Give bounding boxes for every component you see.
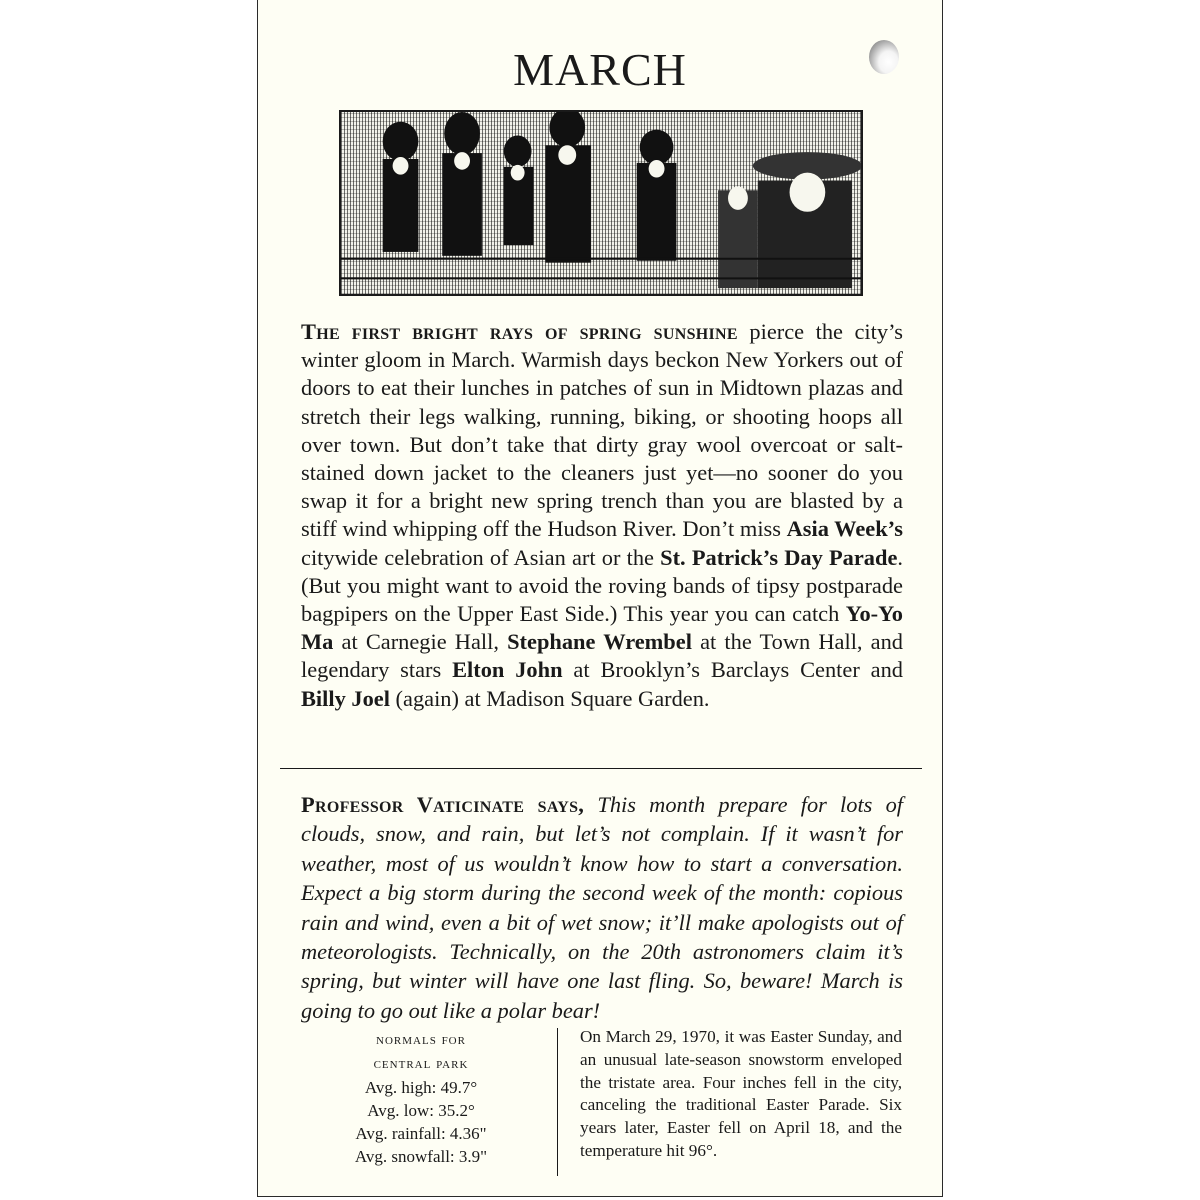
forecast-lead-in: Professor Vaticinate says, <box>301 792 585 817</box>
intro-text: . (But you might want to avoid the roving bands of tipsy postparade bagpipers on the Upper East Side.) This year you can catch <box>301 544 903 627</box>
month-title: MARCH <box>513 44 687 95</box>
normals-header-line2: central park <box>373 1056 469 1072</box>
historical-fact: On March 29, 1970, it was Easter Sunday, and an unusual late-season snowstorm enveloped the tristate area. Four inches fell in the city, canceling the traditional Easter Parade. Six years later, Easter fell on April 18, and the temperature hit 96°. <box>580 1027 902 1160</box>
intro-text: pierce the city’s winter gloom in March. Warmish days beckon New Yorkers out of doors to eat their lunches in patches of sun in Midtown plazas and stretch their legs walking, running, biking, or shooting hoops all over town. But don’t take that dirty gray wool overcoat or salt-stained down jacket to the cleaners just yet—no sooner do you swap it for a bright new spring trench than you are blasted by a stiff wind whipping off the Hudson River. Don’t miss <box>301 319 903 542</box>
forecast-paragraph <box>301 790 903 1025</box>
intro-text: at Carnegie Hall, <box>333 629 508 655</box>
intro-text: (again) at Madison Square Garden. <box>389 685 710 711</box>
central-park-normals <box>301 1028 541 1168</box>
event-stephane-wrembel: Stephane Wrembel <box>507 629 692 655</box>
avg-high: Avg. high: 49.7° <box>364 1078 478 1097</box>
intro-lead-in: The first bright rays of spring sunshine <box>301 319 738 344</box>
avg-snowfall: Avg. snowfall: 3.9" <box>354 1147 488 1166</box>
event-asia-week: Asia Week’s <box>786 516 903 542</box>
column-divider <box>557 1028 558 1176</box>
parade-illustration <box>339 110 863 296</box>
bagpipers-illustration-icon <box>341 112 861 294</box>
avg-low: Avg. low: 35.2° <box>367 1101 475 1120</box>
section-divider <box>280 768 922 769</box>
avg-rainfall: Avg. rainfall: 4.36" <box>355 1124 487 1143</box>
forecast-text: This month prepare for lots of clouds, snow, and rain, but let’s not complain. If it wasn’t for weather, most of us wouldn’t know how to start a conversation. Expect a big storm during the second week of the month: copious rain and wind, even a bit of wet snow; it’ll make apologists out of meteorologists. Technically, on the 20th astronomers claim it’s spring, but winter will have one last fling. So, beware! March is going to go out like a polar bear! <box>301 792 903 1023</box>
intro-text: at the Town Hall, and legendary stars <box>301 629 903 683</box>
intro-paragraph <box>301 318 903 713</box>
event-st-patricks-parade: St. Patrick’s Day Parade <box>660 544 898 570</box>
intro-text: at Brooklyn’s Barclays Center and <box>562 657 904 683</box>
event-yo-yo-ma: Yo-Yo Ma <box>301 601 903 655</box>
event-elton-john: Elton John <box>452 657 563 683</box>
event-billy-joel: Billy Joel <box>301 685 390 711</box>
intro-text: citywide celebration of Asian art or the <box>301 544 661 570</box>
normals-header-line1: normals for <box>376 1032 466 1048</box>
